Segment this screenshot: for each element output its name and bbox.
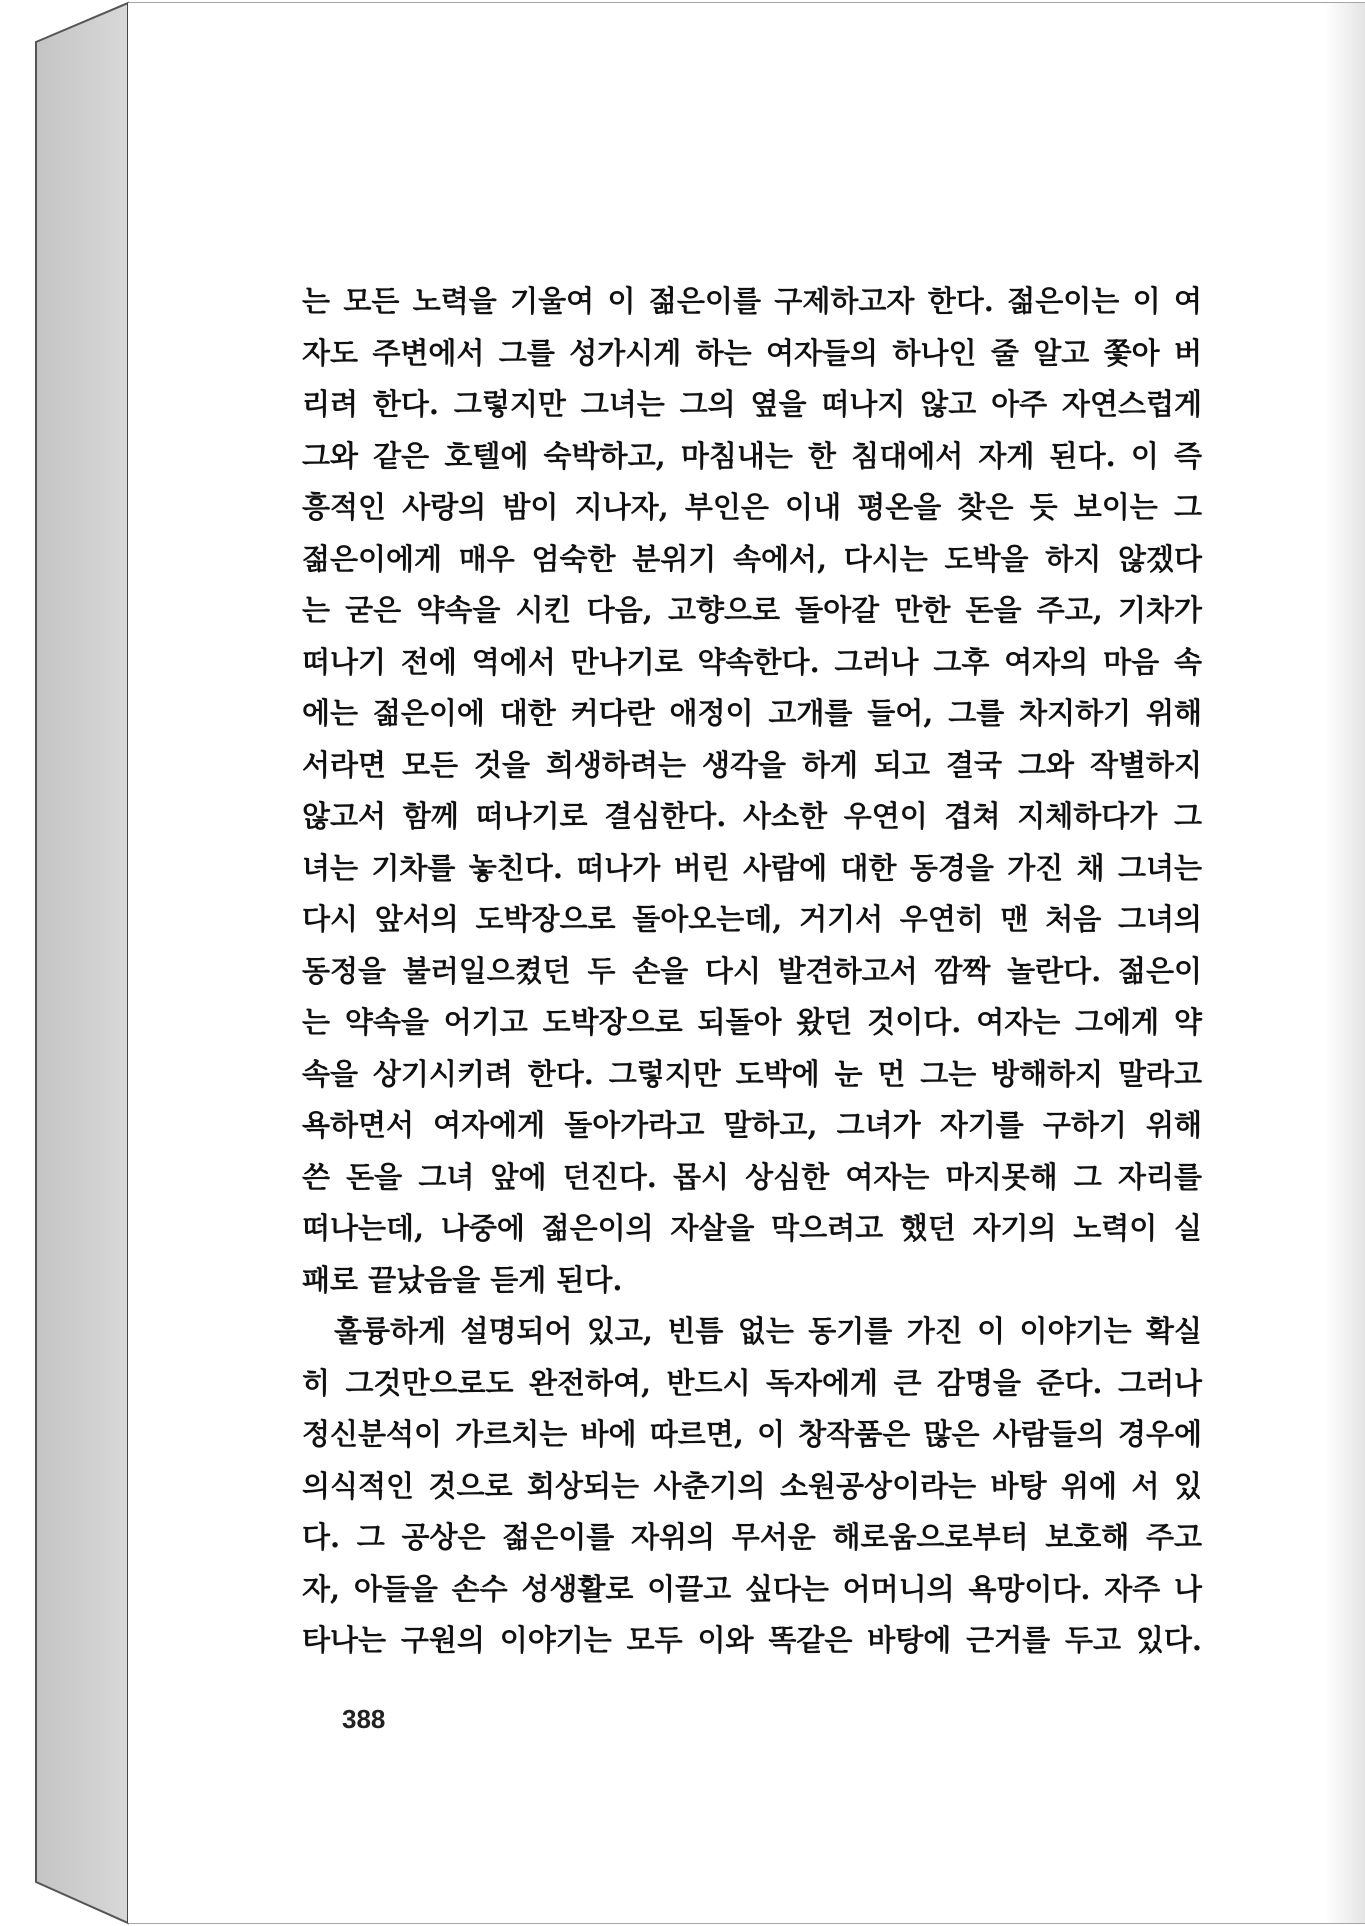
text-line: 쓴 돈을 그녀 앞에 던진다. 몹시 상심한 여자는 마지못해 그 자리를 [302, 1159, 1202, 1194]
body-text [302, 276, 1202, 1667]
text-line: 히 그것만으로도 완전하여, 반드시 독자에게 큰 감명을 준다. 그러나 [302, 1365, 1202, 1400]
text-line: 패로 끝났음을 듣게 된다. [302, 1262, 623, 1297]
text-line: 흥적인 사랑의 밤이 지나자, 부인은 이내 평온을 찾은 듯 보이는 그 [302, 490, 1202, 524]
text-line: 에는 젊은이에 대한 커다란 애정이 고개를 들어, 그를 차지하기 위해 [302, 696, 1202, 730]
text-line: 훌륭하게 설명되어 있고, 빈틈 없는 동기를 가진 이 이야기는 확실 [334, 1314, 1202, 1348]
text-line: 떠나는데, 나중에 젊은이의 자살을 막으려고 했던 자기의 노력이 실 [302, 1211, 1202, 1245]
text-line: 자도 주변에서 그를 성가시게 하는 여자들의 하나인 줄 알고 쫓아 버 [302, 335, 1202, 370]
text-line: 정신분석이 가르치는 바에 따르면, 이 창작품은 많은 사람들의 경우에 [302, 1417, 1202, 1451]
text-line: 는 굳은 약속을 시킨 다음, 고향으로 돌아갈 만한 돈을 주고, 기차가 [302, 593, 1202, 627]
text-line: 자, 아들을 손수 성생활로 이끌고 싶다는 어머니의 욕망이다. 자주 나 [302, 1571, 1202, 1606]
text-line: 는 약속을 어기고 도박장으로 되돌아 왔던 것이다. 여자는 그에게 약 [302, 1005, 1202, 1039]
text-line: 욕하면서 여자에게 돌아가라고 말하고, 그녀가 자기를 구하기 위해 [302, 1108, 1202, 1142]
text-line: 동정을 불러일으켰던 두 손을 다시 발견하고서 깜짝 놀란다. 젊은이 [302, 953, 1202, 988]
text-line: 떠나기 전에 역에서 만나기로 약속한다. 그러나 그후 여자의 마음 속 [302, 644, 1202, 679]
text-line: 다. 그 공상은 젊은이를 자위의 무서운 해로움으로부터 보호해 주고 [302, 1520, 1202, 1554]
page-number: 388 [342, 1704, 386, 1734]
text-line: 의식적인 것으로 회상되는 사춘기의 소원공상이라는 바탕 위에 서 있 [302, 1468, 1202, 1503]
page-edge-shadow [1325, 3, 1365, 1923]
text-line: 젊은이에게 매우 엄숙한 분위기 속에서, 다시는 도박을 하지 않겠다 [302, 541, 1202, 576]
text-line: 않고서 함께 떠나기로 결심한다. 사소한 우연이 겹쳐 지체하다가 그 [302, 799, 1202, 833]
text-line: 서라면 모든 것을 희생하려는 생각을 하게 되고 결국 그와 작별하지 [302, 747, 1202, 782]
text-line: 리려 한다. 그렇지만 그녀는 그의 옆을 떠나지 않고 아주 자연스럽게 [302, 387, 1202, 421]
text-line: 녀는 기차를 놓친다. 떠나가 버린 사람에 대한 동경을 가진 채 그녀는 [302, 850, 1202, 885]
text-line: 다시 앞서의 도박장으로 돌아오는데, 거기서 우연히 맨 처음 그녀의 [302, 902, 1202, 936]
text-line: 그와 같은 호텔에 숙박하고, 마침내는 한 침대에서 자게 된다. 이 즉 [302, 438, 1202, 473]
text-line: 타나는 구원의 이야기는 모두 이와 똑같은 바탕에 근거를 두고 있다. [302, 1623, 1202, 1657]
text-line: 속을 상기시키려 한다. 그렇지만 도박에 눈 먼 그는 방해하지 말라고 [302, 1056, 1202, 1091]
text-line: 는 모든 노력을 기울여 이 젊은이를 구제하고자 한다. 젊은이는 이 여 [302, 284, 1202, 318]
